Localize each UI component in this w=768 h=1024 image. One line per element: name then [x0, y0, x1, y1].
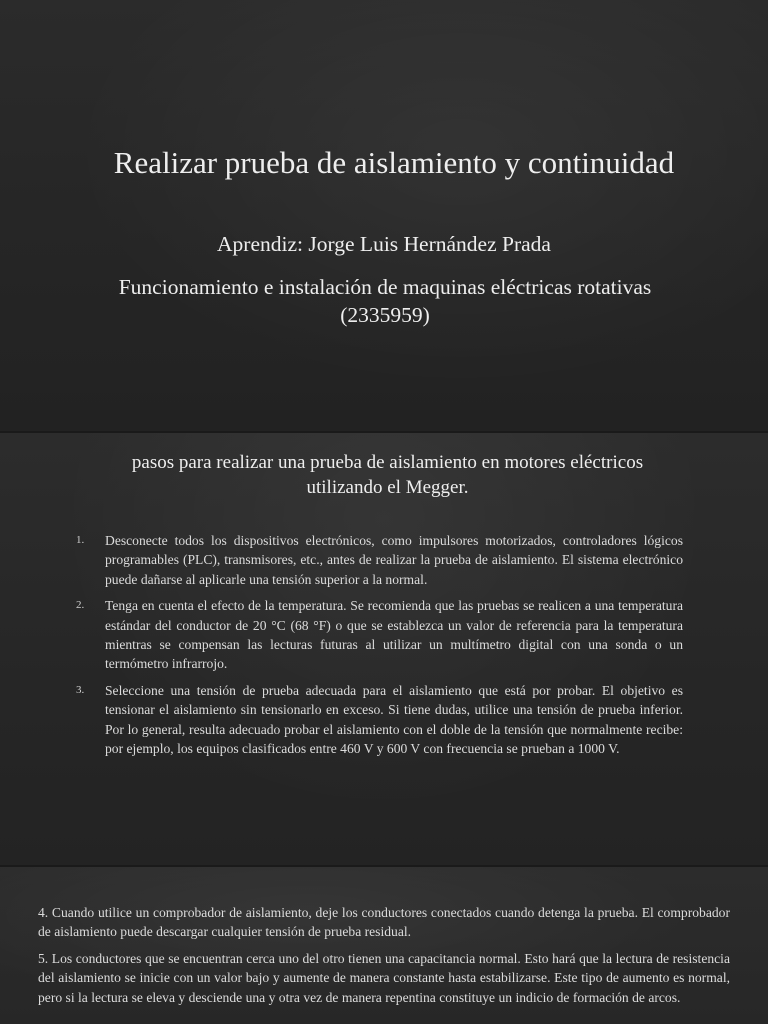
step-number: 3. — [76, 683, 85, 696]
steps-list — [76, 531, 683, 765]
step-text: Seleccione una tensión de prueba adecuada para el aislamiento que está por probar. El objetivo es tensionar el aislamiento sin tensionarlo en exceso. Si tiene dudas, utilice una tensión de prueba inferior. Por lo general, resulta adecuado probar el aislamiento con el doble de la tensión que normalmente recibe: por ejemplo, los equipos clasificados entre 460 V y 600 V con frecuencia se prueban a 1000 V. — [105, 682, 683, 757]
step-number: 2. — [76, 599, 85, 612]
step-text: Desconecte todos los dispositivos electrónicos, como impulsores motorizados, controladores lógicos programables (PLC), transmisores, etc., antes de realizar la prueba de aislamiento. El sistema electrónico puede dañarse al aplicarle una tensión superior a la normal. — [105, 533, 683, 587]
continuation-slide — [0, 867, 768, 1024]
paragraph-step-5: 5. Los conductores que se encuentran cerca uno del otro tienen una capacitancia normal. Esto hará que la lectura de resistencia del aislamiento se inicie con un valor bajo y aumente de manera constante hasta estabilizarse. Este tipo de aumento es normal, pero si la lectura se eleva y desciende una y otra vez de manera repentina constituye un indicio de formación de arcos. — [38, 951, 730, 1005]
list-item — [76, 681, 683, 759]
step-number: 1. — [76, 534, 85, 546]
slide-title: Realizar prueba de aislamiento y continuidad — [113, 145, 675, 180]
title-slide — [0, 0, 768, 431]
steps-heading: pasos para realizar una prueba de aislamiento en motores eléctricos utilizando el Megger. — [131, 452, 644, 498]
list-item — [76, 531, 683, 589]
paragraph-step-4: 4. Cuando utilice un comprobador de aislamiento, deje los conductores conectados cuando detenga la prueba. El comprobador de aislamiento puede descargar cualquier tensión de prueba residual. — [38, 905, 730, 940]
list-item — [76, 596, 683, 674]
steps-slide — [0, 433, 768, 865]
step-text: Tenga en cuenta el efecto de la temperatura. Se recomienda que las pruebas se realicen a una temperatura estándar del conductor de 20 °C (68 °F) o que se establezca un valor de referencia para la temperatura mientras se compensan las lecturas futuras al utilizar un multímetro digital con una sonda o un termómetro infrarrojo. — [105, 598, 683, 672]
author-line: Aprendiz: Jorge Luis Hernández Prada — [217, 232, 551, 256]
course-name: Funcionamiento e instalación de maquinas eléctricas rotativas (2335959) — [118, 275, 652, 327]
